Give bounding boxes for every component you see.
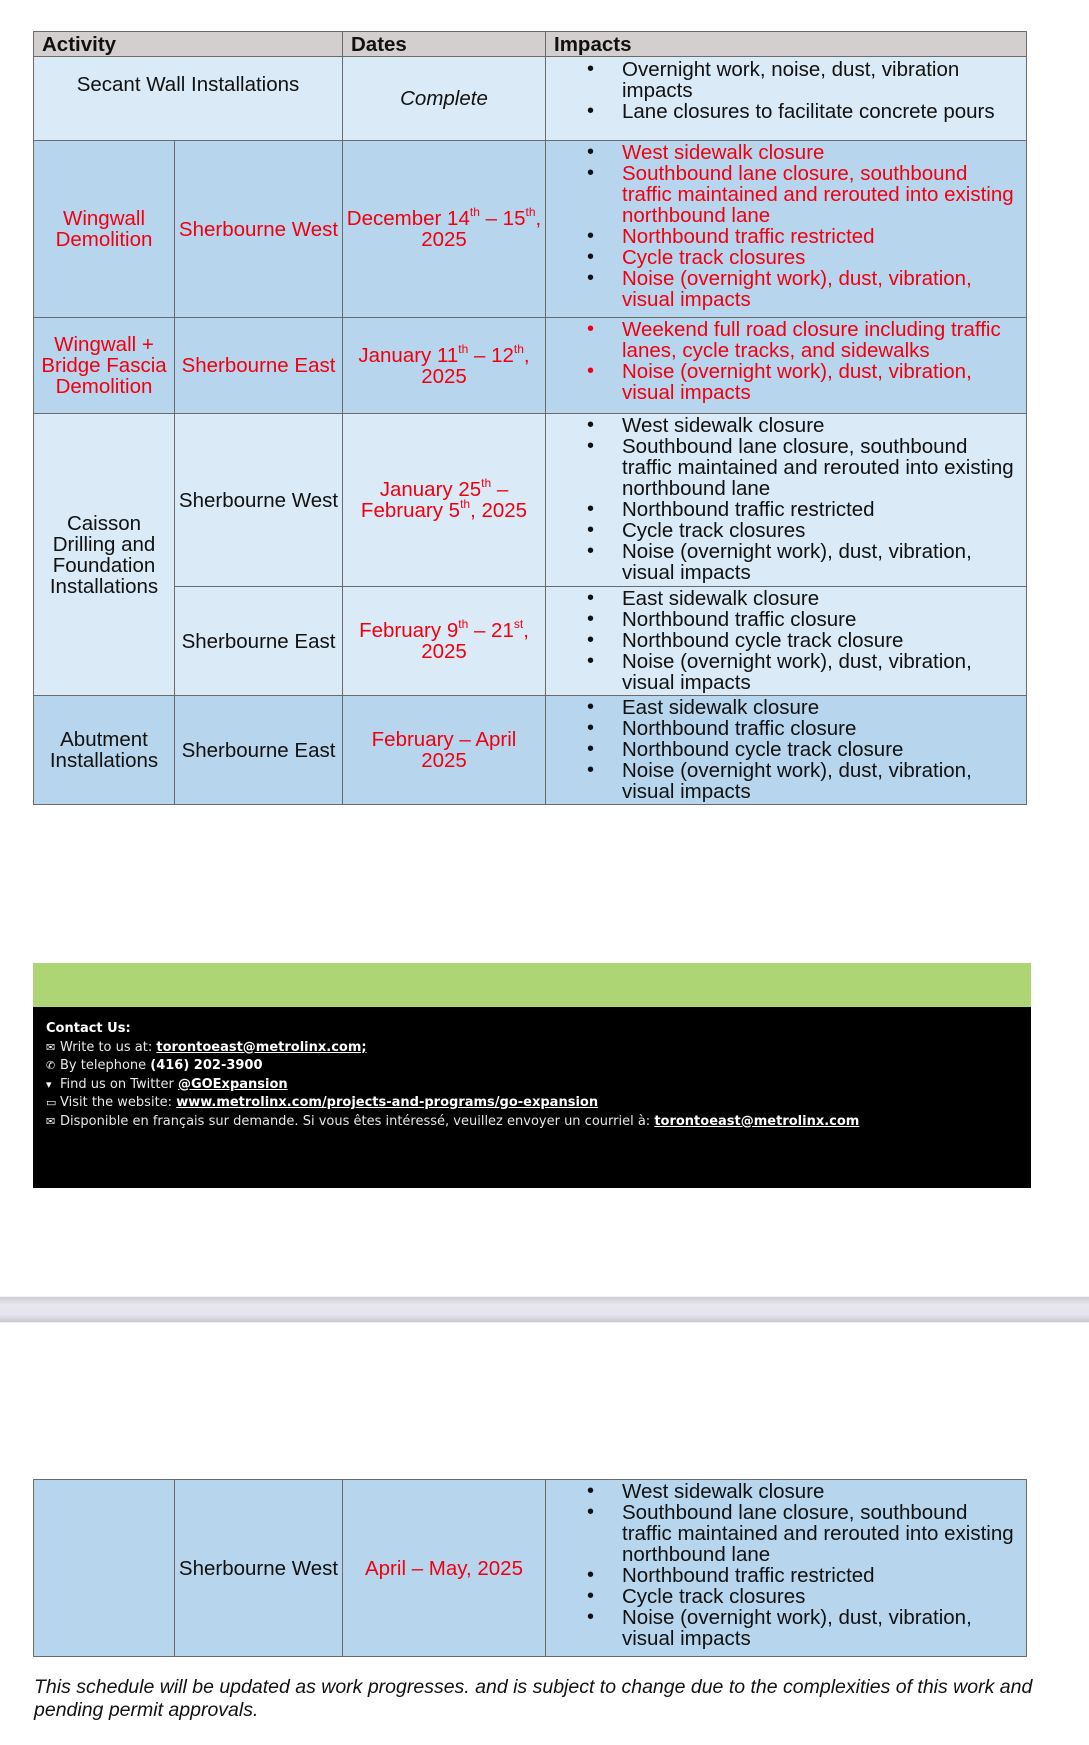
envelope-icon: ✉ xyxy=(46,1114,56,1128)
impacts-cell xyxy=(546,587,1027,696)
impact-item: • Northbound cycle track closure xyxy=(546,739,1026,760)
dates-cell: April – May, 2025 xyxy=(343,1480,546,1657)
location-cell: Sherbourne West xyxy=(175,141,343,318)
envelope-icon: ✉ xyxy=(46,1040,56,1054)
location-cell: Sherbourne West xyxy=(175,414,343,587)
contact-title: Contact Us: xyxy=(46,1021,131,1036)
construction-schedule-table-continued xyxy=(33,1479,1027,1657)
contact-phone-line xyxy=(46,1057,1031,1076)
date-suffix: st xyxy=(513,617,524,631)
impact-item: • Overnight work, noise, dust, vibration impacts xyxy=(546,59,1026,101)
dates-cell xyxy=(343,587,546,696)
dates-cell: February – April 2025 xyxy=(343,696,546,805)
header-activity: Activity xyxy=(34,32,343,57)
page-separator xyxy=(0,1296,1089,1323)
impact-item: • Southbound lane closure, southbound traffic maintained and rerouted into existing northbound lane xyxy=(546,436,1026,499)
impact-item: • West sidewalk closure xyxy=(546,415,1026,436)
date-suffix: th xyxy=(458,341,469,356)
date-suffix: th xyxy=(460,497,471,511)
date-text: February 9 xyxy=(359,619,459,642)
date-suffix: th xyxy=(469,205,480,219)
impacts-cell xyxy=(546,57,1027,141)
table-row xyxy=(34,318,1027,414)
impacts-list xyxy=(546,142,1026,310)
twitter-bird-icon: ▾ xyxy=(46,1077,52,1091)
date-text: – 15 xyxy=(479,207,526,230)
email-link[interactable]: torontoeast@metrolinx.com; xyxy=(156,1039,367,1055)
dates-cell xyxy=(343,414,546,587)
impact-item: • Noise (overnight work), dust, vibration, visual impacts xyxy=(546,541,1026,583)
impact-item: • Cycle track closures xyxy=(546,247,1026,268)
date-text: , 2025 xyxy=(421,619,529,663)
phone-icon: ✆ xyxy=(46,1059,56,1072)
twitter-label: Find us on Twitter xyxy=(60,1076,178,1092)
impact-item: • Southbound lane closure, southbound traffic maintained and rerouted into existing northbound lane xyxy=(546,1502,1026,1565)
table-row xyxy=(34,587,1027,696)
activity-cell: Wingwall Demolition xyxy=(34,141,175,318)
twitter-link[interactable]: @GOExpansion xyxy=(177,1076,288,1092)
impact-item: • Cycle track closures xyxy=(546,520,1026,541)
computer-icon: ▭ xyxy=(46,1096,57,1109)
location-cell: Sherbourne East xyxy=(175,318,343,414)
impact-item: • West sidewalk closure xyxy=(546,1481,1026,1502)
header-dates: Dates xyxy=(343,32,546,57)
impact-item: • Weekend full road closure including traffic lanes, cycle tracks, and sidewalks xyxy=(546,319,1026,361)
website-link[interactable]: www.metrolinx.com/projects-and-programs/go-expansion xyxy=(176,1095,599,1110)
date-suffix: th xyxy=(525,205,536,219)
date-text: , 2025 xyxy=(421,207,542,251)
impact-item: • Noise (overnight work), dust, vibration, visual impacts xyxy=(546,760,1026,802)
impacts-cell xyxy=(546,318,1027,414)
website-label: Visit the website: xyxy=(60,1095,177,1110)
impact-item: • Northbound traffic restricted xyxy=(546,226,1026,247)
activity-cell xyxy=(34,1480,175,1657)
impacts-list xyxy=(546,697,1026,802)
table-row xyxy=(34,57,1027,141)
location-cell: Sherbourne East xyxy=(175,696,343,805)
date-suffix: th xyxy=(458,617,469,631)
date-suffix: th xyxy=(481,476,492,490)
dates-cell xyxy=(343,141,546,318)
impact-item: • Northbound traffic closure xyxy=(546,718,1026,739)
impact-item: • Lane closures to facilitate concrete pours xyxy=(546,101,1026,122)
table-row xyxy=(34,1480,1027,1657)
impact-item: • Northbound cycle track closure xyxy=(546,630,1026,651)
impacts-cell xyxy=(546,696,1027,805)
table-row xyxy=(34,141,1027,318)
impacts-list xyxy=(546,415,1026,583)
impact-item: • Noise (overnight work), dust, vibration, visual impacts xyxy=(546,651,1026,693)
write-label: Write to us at: xyxy=(60,1039,157,1055)
date-text: , 2025 xyxy=(470,499,528,522)
activity-cell: Secant Wall Installations xyxy=(34,57,343,141)
table-row xyxy=(34,696,1027,805)
date-text: , 2025 xyxy=(421,343,530,388)
construction-schedule-table xyxy=(33,31,1027,805)
impact-item: • East sidewalk closure xyxy=(546,588,1026,609)
date-text: – 21 xyxy=(468,619,514,642)
contact-french-line xyxy=(46,1113,1031,1132)
contact-us-panel xyxy=(33,1007,1031,1188)
impact-item: • Northbound traffic restricted xyxy=(546,1565,1026,1586)
french-email-link[interactable]: torontoeast@metrolinx.com xyxy=(654,1113,860,1129)
date-text: January 11 xyxy=(358,343,459,367)
impacts-cell xyxy=(546,414,1027,587)
activity-cell: Caisson Drilling and Foundation Installations xyxy=(34,414,175,696)
impact-item: • East sidewalk closure xyxy=(546,697,1026,718)
dates-cell: Complete xyxy=(343,57,546,141)
impacts-list xyxy=(546,588,1026,693)
contact-website-line xyxy=(46,1094,1031,1113)
phone-number: (416) 202-3900 xyxy=(150,1058,263,1073)
impacts-list xyxy=(546,319,1026,403)
dates-cell xyxy=(343,318,546,414)
contact-email-line xyxy=(46,1039,1031,1058)
activity-cell: Wingwall + Bridge Fascia Demolition xyxy=(34,318,175,414)
date-text: January 25 xyxy=(379,478,482,501)
impact-item: • West sidewalk closure xyxy=(546,142,1026,163)
location-cell: Sherbourne East xyxy=(175,587,343,696)
date-text: – February 5 xyxy=(360,478,509,522)
schedule-footnote: This schedule will be updated as work progresses. and is subject to change due to the complexities of this work and pending permit approvals. xyxy=(34,1676,1033,1721)
activity-cell: Abutment Installations xyxy=(34,696,175,805)
phone-label: By telephone xyxy=(60,1058,151,1073)
impacts-cell xyxy=(546,1480,1027,1657)
french-label: Disponible en français sur demande. Si vous êtes intéressé, veuillez envoyer un courriel à: xyxy=(60,1113,655,1129)
table-row xyxy=(34,414,1027,587)
impacts-cell xyxy=(546,141,1027,318)
location-cell: Sherbourne West xyxy=(175,1480,343,1657)
impact-item: • Southbound lane closure, southbound traffic maintained and rerouted into existing northbound lane xyxy=(546,163,1026,226)
impact-item: • Noise (overnight work), dust, vibration, visual impacts xyxy=(546,361,1026,403)
impact-item: • Noise (overnight work), dust, vibration, visual impacts xyxy=(546,1607,1026,1649)
impacts-list xyxy=(546,59,1026,122)
green-accent-bar xyxy=(33,963,1031,1007)
impacts-list xyxy=(546,1481,1026,1649)
date-text: – 12 xyxy=(468,343,514,367)
contact-twitter-line xyxy=(46,1076,1031,1095)
header-impacts: Impacts xyxy=(546,32,1027,57)
date-suffix: th xyxy=(513,341,524,356)
impact-item: • Northbound traffic restricted xyxy=(546,499,1026,520)
table-header-row xyxy=(34,32,1027,57)
impact-item: • Northbound traffic closure xyxy=(546,609,1026,630)
impact-item: • Noise (overnight work), dust, vibration, visual impacts xyxy=(546,268,1026,310)
impact-item: • Cycle track closures xyxy=(546,1586,1026,1607)
date-text: December 14 xyxy=(346,207,470,230)
